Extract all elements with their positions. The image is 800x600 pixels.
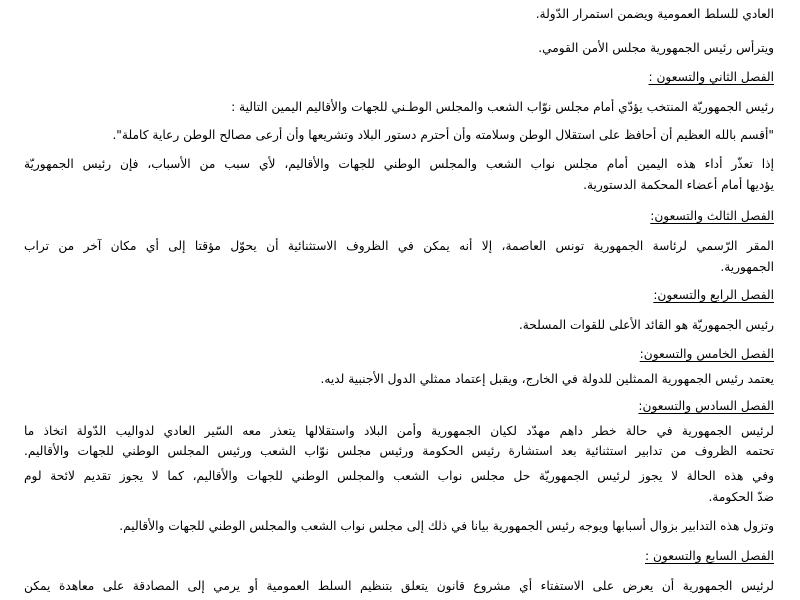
text-line: وتزول هذه التدابير بزوال أسبابها ويوجه رئيس الجمهورية بيانا في ذلك إلى مجلس نواب الشعب والمجلس الوطني للجهات والأقاليم.	[119, 519, 774, 533]
text-line: المقر الرّسمي لرئاسة الجمهورية تونس العاصمة، إلا أنه يمكن في الظروف الاستثنائية أن يحوّل مؤقتا إلى أي مكان آخر من تراب	[24, 239, 774, 253]
text-line: الجمهورية.	[720, 260, 774, 274]
section-heading: الفصل السادس والتسعون:	[638, 399, 774, 413]
text-line: لرئيس الجمهورية في حالة خطر داهم مهدّد لكيان الجمهورية وأمن البلاد واستقلالها يتعذر معه السّير العادي لدواليب الدّولة اتخاذ ما	[24, 424, 774, 438]
text-line: رئيس الجمهوريّة المنتخب يؤدّي أمام مجلس نوّاب الشعب والمجلس الوطـني للجهات والأقاليم اليمين التالية :	[231, 100, 774, 114]
text-line: يعتمد رئيس الجمهورية الممثلين للدولة في الخارج، ويقبل إعتماد ممثلي الدول الأجنبية لديه.	[320, 372, 774, 386]
text-line: ويترأس رئيس الجمهورية مجلس الأمن القومي.	[538, 41, 774, 55]
section-heading: الفصل الثالث والتسعون:	[650, 209, 774, 223]
text-line: لرئيس الجمهورية أن يعرض على الاستفتاء أي مشروع قانون يتعلق بتنظيم السلط العمومية أو يرمي إلى المصادقة على معاهدة يمكن	[24, 579, 774, 593]
section-heading: الفصل الرابع والتسعون:	[653, 288, 774, 302]
text-line: تحتمه الظروف من تدابير استثنائية بعد استشارة رئيس الحكومة ورئيس مجلس نوّاب الشعب ورئيس المجلس الوطني للجهات والأقاليم.	[24, 444, 774, 458]
text-line: إذا تعذّر أداء هذه اليمين أمام مجلس نواب الشعب والمجلس الوطني للجهات والأقاليم، لأي سبب من الأسباب، فإن رئيس الجمهوريّة	[24, 157, 774, 171]
text-line: وفي هذه الحالة لا يجوز لرئيس الجمهوريّة حل مجلس نواب الشعب والمجلس الوطني للجهات والأقاليم، كما لا يجوز تقديم لائحة لوم	[24, 469, 774, 483]
text-line: رئيس الجمهوريّة هو القائد الأعلى للقوات المسلحة.	[518, 318, 774, 332]
section-heading: الفصل السابع والتسعون :	[644, 549, 774, 563]
text-line: يؤديها أمام أعضاء المحكمة الدستورية.	[583, 178, 774, 192]
section-heading: الفصل الخامس والتسعون:	[639, 347, 774, 361]
text-line: العادي للسلط العمومية ويضمن استمرار الدّولة.	[535, 7, 774, 21]
section-heading: الفصل الثاني والتسعون :	[648, 70, 774, 84]
text-line: ضدّ الحكومة.	[708, 490, 774, 504]
text-line: "أقسم بالله العظيم أن أحافظ على استقلال الوطن وسلامته وأن أحترم دستور البلاد وتشريعها وأن أرعى مصالح الوطن رعاية كاملة".	[112, 128, 774, 142]
